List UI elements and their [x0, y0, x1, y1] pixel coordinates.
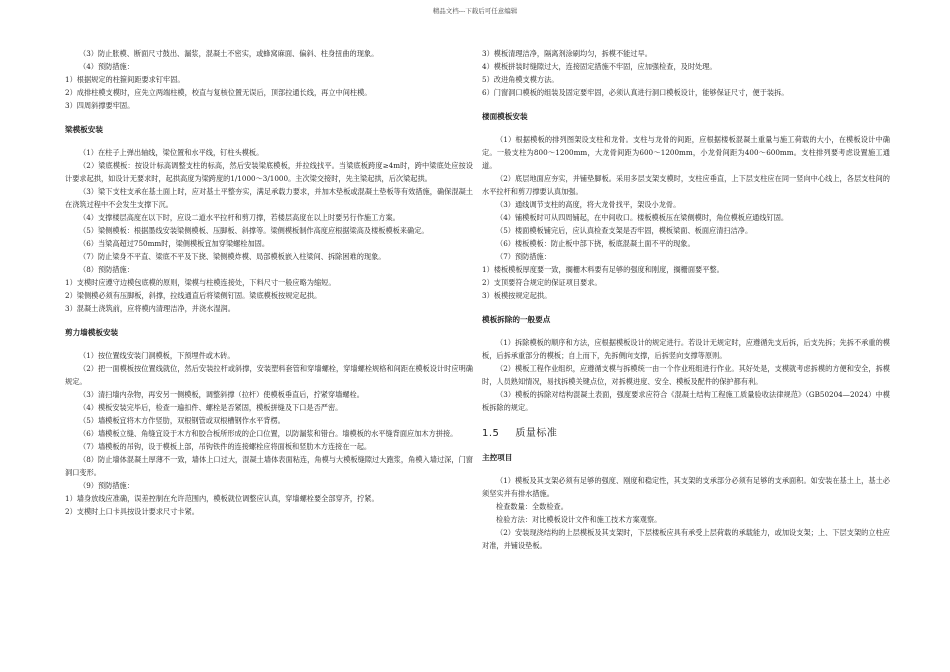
- paragraph: （4）铺模板时可从四周铺起，在中间收口。楼板模板压在梁侧模时，角位模板应通线钉固。: [496, 213, 789, 222]
- page-header: 精品文档---下载后可任意编辑: [432, 7, 518, 15]
- paragraph: （2）安装现浇结构的上层模板及其支架时，下层楼板应具有承受上层荷载的承载能力，或加设支架；上、下层支架的立柱应对准，并铺设垫板。: [482, 528, 890, 550]
- paragraph: （4）预防措施：: [79, 62, 134, 71]
- paragraph: （7）预防措施：: [496, 252, 551, 261]
- paragraph: 2）支顶要符合规定的保证项目要求。: [482, 278, 602, 287]
- paragraph: （4）模板安装完毕后，检查一遍扣件、螺栓是否紧固，模板拼缝及下口是否严密。: [79, 403, 343, 412]
- section-number: 1.5: [482, 428, 500, 439]
- paragraph: （2）模板工程作业组织，应遵循支模与拆模统一由一个作业班组进行作业。其好处是，支模就考虑拆模的方便和安全，拆模时，人员熟知情况，易找拆模关键点位，对拆模进度、安全、模板及配件的保护都有利。: [482, 364, 890, 386]
- paragraph: （8）防止墙体混凝土厚薄不一致，墙体上口过大，混凝土墙体表面粘连，角模与大模板缝隙过大跑浆，角模入墙过深，门窗洞口变形。: [65, 455, 473, 477]
- section-heading: 主控项目: [482, 453, 513, 462]
- section-heading: 模板拆除的一般要点: [482, 315, 551, 324]
- paragraph: （9）预防措施：: [79, 481, 134, 490]
- section-title-text: 质量标准: [515, 428, 558, 439]
- paragraph: （3）防止胀模、断面尺寸鼓出、漏浆，混凝土不密实，或蜂窝麻面、偏斜、柱身扭曲的现象。: [79, 49, 379, 58]
- section-title: [482, 427, 890, 440]
- paragraph: 6）门窗洞口模板的组装及固定要牢固，必须认真进行洞口模板设计，能够保证尺寸，便于装拆。: [482, 88, 789, 97]
- paragraph: （3）梁下支柱支承在基土面上时，应对基土平整夯实，满足承载力要求，并加木垫板或混凝土垫板等有效措施，确保混凝土在浇筑过程中不会发生支撑下沉。: [65, 187, 473, 209]
- paragraph: 1）楼板模板厚度要一致，搁栅木料要有足够的强度和刚度，搁栅面要平整。: [482, 265, 724, 274]
- paragraph: （3）通线调节支柱的高度，将大龙骨找平，架设小龙骨。: [496, 200, 681, 209]
- paragraph: （4）支撑楼层高度在以下时，应设二道水平拉杆和剪刀撑，若楼层高度在以上时要另行作施工方案。: [79, 213, 400, 222]
- paragraph: 3）板模按规定起拱。: [482, 291, 552, 300]
- paragraph: （5）楼面模板铺完后，应认真检查支架是否牢固，模板梁面、板面应清扫洁净。: [496, 226, 753, 235]
- paragraph: （2）底层地面应夯实，并铺垫脚板。采用多层支架支模时，支柱应垂直，上下层支柱应在同一竖向中心线上，各层支柱间的水平拉杆和剪刀撑要认真加强。: [482, 174, 890, 196]
- paragraph: 2）成排柱模支模时，应先立两端柱模，校直与复核位置无误后，顶部拉通长线，再立中间柱模。: [65, 88, 372, 97]
- paragraph: 1）墙身放线应准确，误差控制在允许范围内，模板就位调整应认真，穿墙螺栓要全部穿齐，拧紧。: [65, 494, 379, 503]
- paragraph: （6）楼板模板：防止板中部下挠，板底混凝土面不平的现象。: [496, 239, 695, 248]
- paragraph: （8）预防措施：: [79, 265, 134, 274]
- paragraph: 5）改进角模支模方法。: [482, 75, 559, 84]
- paragraph: （1）根据模板的排列图架设支柱和龙骨。支柱与龙骨的间距，应根据楼板混凝土重量与施工荷载的大小，在模板设计中确定。一般支柱为800～1200mm，大龙骨间距为600～1200mm，小龙骨间距为400～600mm。支柱排列要考虑设置施工通道。: [482, 135, 890, 170]
- paragraph: （2）把一面模板按位置线就位，然后安装拉杆或斜撑，安装塑料套管和穿墙螺栓，穿墙螺栓规格和间距在模板设计时应明确规定。: [65, 364, 473, 386]
- paragraph: 1）根据规定的柱箍间距要求钉牢固。: [65, 75, 185, 84]
- paragraph: （6）墙模板立缝、角缝宜设于木方和胶合板所形成的企口位置，以防漏浆和错台。墙模板的水平缝背面应加木方拼接。: [79, 429, 458, 438]
- paragraph: （5）墙模板宜将木方作竖肋，双根钢管或双根槽钢作水平背楞。: [79, 416, 285, 425]
- section-heading: 楼面模板安装: [482, 112, 528, 121]
- section-heading: 剪力墙模板安装: [65, 328, 119, 337]
- paragraph: （6）当梁高超过750mm时，梁侧模板宜加穿梁螺栓加固。: [79, 239, 270, 248]
- paragraph: 检验方法：对比模板设计文件和施工技术方案观察。: [496, 515, 662, 524]
- right-column: [482, 47, 890, 552]
- paragraph: 1）支模时应遵守边模包底模的原则，梁模与柱模连接处，下料尺寸一般应略为缩短。: [65, 278, 336, 287]
- paragraph: （1）拆除模板的顺序和方法，应根据模板设计的规定进行。若设计无规定时，应遵循先支后拆，后支先拆；先拆不承重的模板，后拆承重部分的模板；自上而下，先拆侧向支撑，后拆竖向支撑等原则。: [482, 338, 890, 360]
- paragraph: （1）模板及其支架必须有足够的强度、刚度和稳定性，其支架的支承部分必须有足够的支承面积。如安装在基土上，基土必须坚实并有排水措施。: [482, 476, 890, 498]
- paragraph: 4）模板拼装时缝隙过大，连接固定措施不牢固，应加强检查，及时处理。: [482, 62, 717, 71]
- paragraph: （3）模板的拆除对结构混凝土表面，强度要求应符合《混凝土结构工程施工质量验收法律规范》（GB50204—2024）中模板拆除的规定。: [482, 390, 890, 412]
- paragraph: （1）按位置线安装门洞模板，下预埋件或木砖。: [79, 351, 235, 360]
- paragraph: 3）模板清理洁净，隔离剂涂刷均匀，拆模不能过早。: [482, 49, 652, 58]
- paragraph: 3）四周斜撑要牢固。: [65, 101, 135, 110]
- paragraph: （7）墙模板的吊钩，设于模板上部，吊钩铁件的连接螺栓应将面板和竖肋木方连接在一起。: [79, 442, 372, 451]
- paragraph: （3）清扫墙内杂物，再安另一侧模板，调整斜撑（拉杆）使模板垂直后，拧紧穿墙螺栓。: [79, 390, 364, 399]
- paragraph: （7）防止梁身不平直、梁底不平及下挠、梁侧模炸模、局部模板嵌入柱梁间、拆除困难的现象。: [79, 252, 386, 261]
- left-column: [65, 47, 473, 518]
- paragraph: 2）梁侧模必须有压脚板，斜撑，拉线通直后将梁侧钉固。梁底模板按规定起拱。: [65, 291, 322, 300]
- paragraph: （1）在柱子上弹出轴线，梁位置和水平线，钉柱头模板。: [79, 148, 264, 157]
- section-heading: 梁模板安装: [65, 125, 103, 134]
- paragraph: （5）梁侧模板：根据墨线安装梁侧模板、压脚板、斜撑等。梁侧模板制作高度应根据梁高及楼板模板来确定。: [79, 226, 429, 235]
- paragraph: 2）支模时上口卡具按设计要求尺寸卡紧。: [65, 507, 199, 516]
- paragraph: （2）梁底模板：按设计标高调整支柱的标高，然后安装梁底模板，并拉线找平。当梁底板跨度≥4m时，跨中梁底处应按设计要求起拱，如设计无要求时，起拱高度为梁跨度的1/1000～3/1000。主次梁交接时，先主梁起拱，后次梁起拱。: [65, 161, 473, 183]
- paragraph: 检查数量：全数检查。: [496, 502, 568, 511]
- paragraph: 3）混凝土浇筑前，应将模内清理洁净，并浇水湿润。: [65, 304, 235, 313]
